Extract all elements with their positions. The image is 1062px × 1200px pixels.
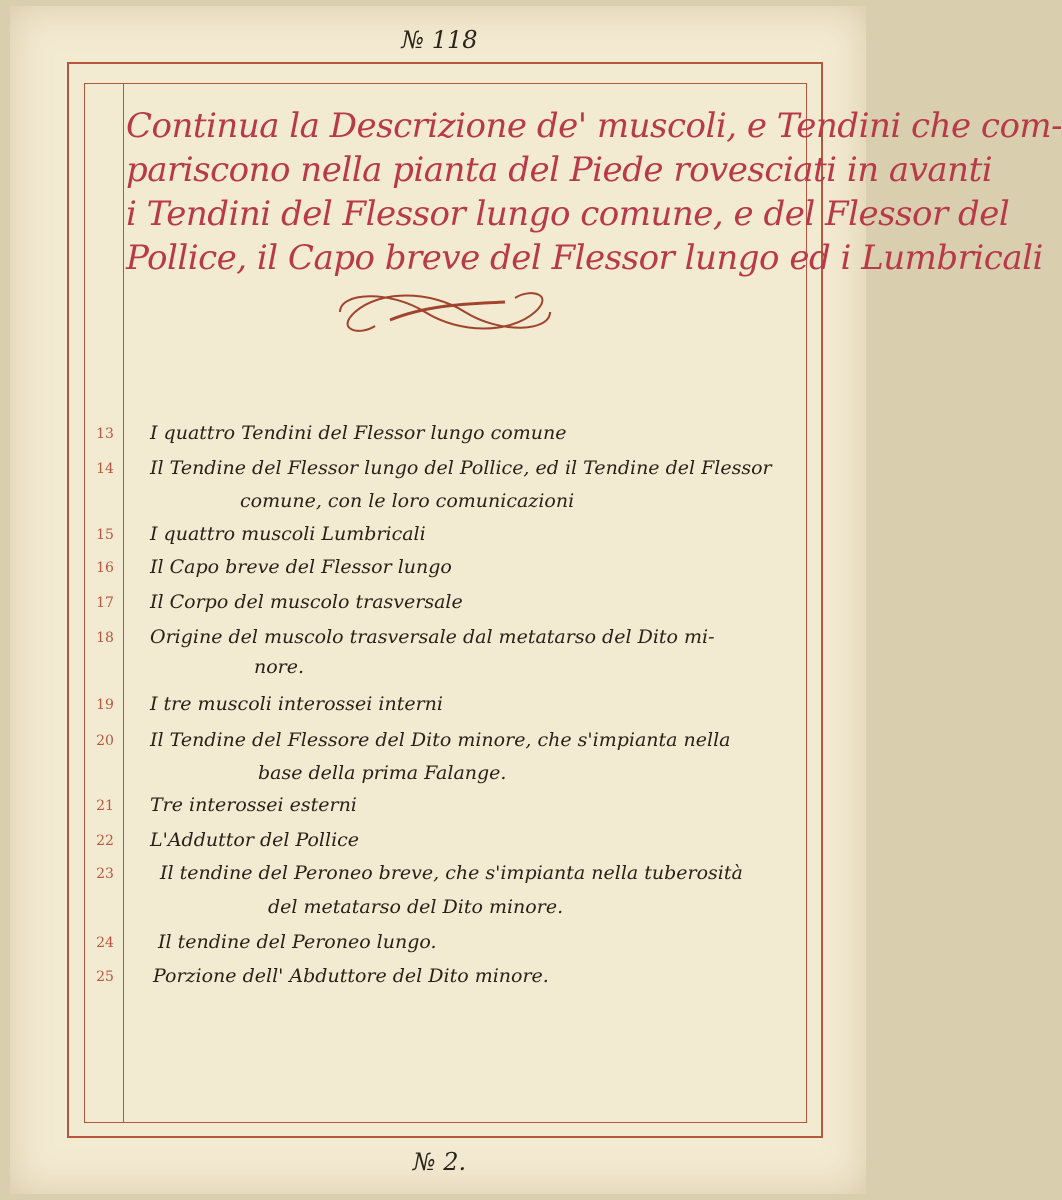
entry-continuation: comune, con le loro comunicazioni xyxy=(240,490,575,512)
entry-text: I quattro Tendini del Flessor lungo comune xyxy=(150,422,567,444)
entry-text: Il tendine del Peroneo lungo. xyxy=(158,931,437,953)
entry-text: Il Tendine del Flessore del Dito minore, che s'impianta nella xyxy=(150,729,731,751)
margin-rule xyxy=(123,83,124,1123)
title-line: Pollice, il Capo breve del Flessor lungo ed i Lumbricali xyxy=(126,238,1043,278)
entry-text: I tre muscoli interossei interni xyxy=(150,693,443,715)
title-line: i Tendini del Flessor lungo comune, e del Flessor del xyxy=(126,194,1010,234)
entry-continuation: del metatarso del Dito minore. xyxy=(268,896,564,918)
entry-number: 15 xyxy=(96,527,114,543)
title-line: pariscono nella pianta del Piede rovesciati in avanti xyxy=(126,150,993,190)
calligraphic-flourish-icon xyxy=(330,284,560,340)
entry-continuation: nore. xyxy=(254,656,305,678)
entry-number: 17 xyxy=(96,595,114,611)
entry-number: 20 xyxy=(96,733,114,749)
entry-number: 16 xyxy=(96,560,114,576)
entry-text: Tre interossei esterni xyxy=(150,794,357,816)
entry-number: 25 xyxy=(96,969,114,985)
entry-text: Il tendine del Peroneo breve, che s'impianta nella tuberosità xyxy=(160,862,743,884)
entry-text: Origine del muscolo trasversale dal metatarso del Dito mi- xyxy=(150,626,715,648)
entry-number: 18 xyxy=(96,630,114,646)
entry-text: Il Corpo del muscolo trasversale xyxy=(150,591,463,613)
page-title xyxy=(126,104,1062,280)
entry-number: 23 xyxy=(96,866,114,882)
folio-number-top: № 118 xyxy=(401,26,478,54)
entry-number: 22 xyxy=(96,833,114,849)
entry-text: Porzione dell' Abduttore del Dito minore. xyxy=(153,965,549,987)
entry-text: Il Tendine del Flessor lungo del Pollice, ed il Tendine del Flessor xyxy=(150,457,772,479)
folio-number-bottom: № 2. xyxy=(412,1148,467,1176)
entry-number: 21 xyxy=(96,798,114,814)
entry-continuation: base della prima Falange. xyxy=(258,762,507,784)
entry-text: L'Adduttor del Pollice xyxy=(150,829,360,851)
entry-number: 14 xyxy=(96,461,114,477)
title-line: Continua la Descrizione de' muscoli, e Tendini che com- xyxy=(126,106,1062,146)
entry-number: 13 xyxy=(96,426,114,442)
entry-number: 19 xyxy=(96,697,114,713)
entry-number: 24 xyxy=(96,935,114,951)
entry-text: I quattro muscoli Lumbricali xyxy=(150,523,426,545)
entry-text: Il Capo breve del Flessor lungo xyxy=(150,556,452,578)
